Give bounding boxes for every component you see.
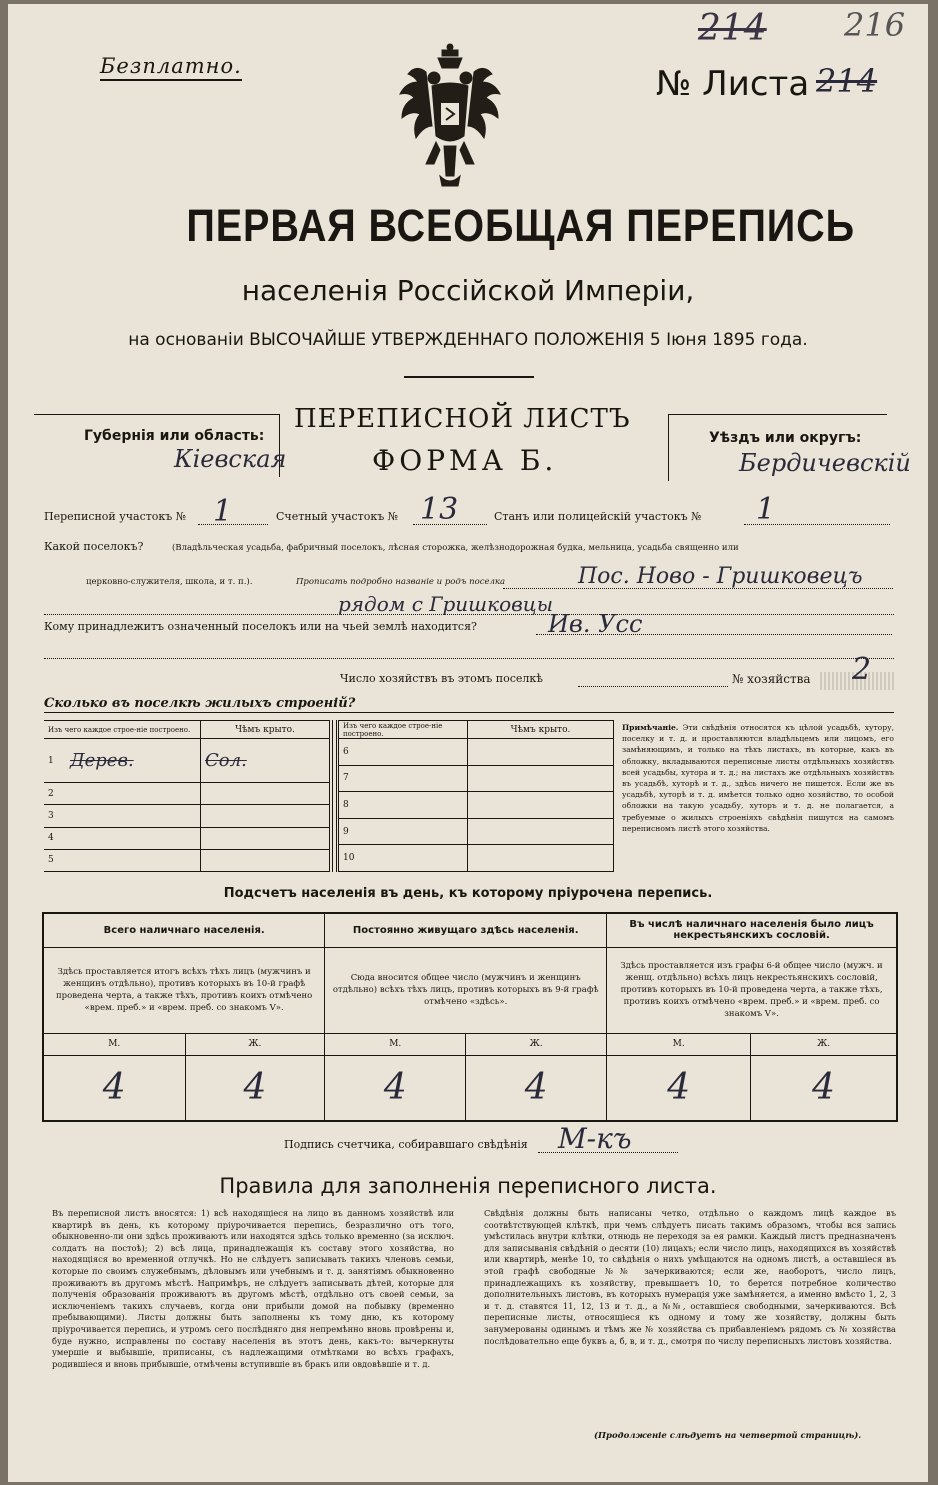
population-col-3-desc: Здѣсь проставляется изъ графы 6-й общее число (мужч. и женщ. отдѣльно) всѣхъ лицъ некрестьянскихъ сословій, противъ которыхъ въ 10-й проведена черта, а также тѣхъ, противъ коихъ отмѣчено «врем. преб.» и «врем. преб. со знакомъ V». bbox=[607, 947, 897, 1033]
buildings-rule bbox=[44, 712, 894, 713]
households-label: Число хозяйствъ въ этомъ поселкѣ bbox=[340, 672, 543, 685]
population-col-3-m-label: М. bbox=[607, 1033, 751, 1055]
gubernia-value[interactable]: Кіевская bbox=[174, 445, 287, 473]
settlement-value-2[interactable]: рядом с Гришковцы bbox=[338, 592, 553, 616]
archive-page-number: 216 bbox=[844, 6, 906, 44]
building-row-5-no: 5 bbox=[44, 849, 66, 871]
population-col-2-desc: Сюда вносится общее число (мужчинъ и женщинъ отдѣльно) всѣхъ тѣхъ лицъ, противъ которыхъ въ 9-й графѣ отмѣчено «здѣсь». bbox=[325, 947, 607, 1033]
sheet-title: ПЕРЕПИСНОЙ ЛИСТЪ bbox=[294, 404, 631, 434]
population-col-1-m-label: М. bbox=[43, 1033, 185, 1055]
building-row-7-roof[interactable] bbox=[468, 765, 614, 792]
uezd-value[interactable]: Бердичевскій bbox=[739, 449, 911, 477]
settlement-label: Какой поселокъ? bbox=[44, 540, 144, 553]
population-col-3-f-label: Ж. bbox=[751, 1033, 897, 1055]
population-table bbox=[42, 912, 898, 1122]
stan-value[interactable]: 1 bbox=[756, 492, 776, 527]
building-row-2-roof[interactable] bbox=[201, 783, 330, 805]
building-row-1-no: 1 bbox=[44, 739, 66, 783]
settlement-hint-2: церковно-служителя, школа, и т. п.). bbox=[86, 577, 253, 587]
population-col-3-f-value[interactable]: 4 bbox=[751, 1055, 897, 1121]
imperial-eagle-icon bbox=[396, 42, 504, 192]
population-col-1-f-label: Ж. bbox=[185, 1033, 325, 1055]
legal-basis: на основаніи ВЫСОЧАЙШЕ УТВЕРЖДЕННАГО ПОЛОЖЕНІЯ 5 Іюня 1895 года. bbox=[128, 330, 808, 350]
settlement-instruction: Прописать подробно названіе и родъ поселка bbox=[296, 577, 506, 587]
building-row-4-built[interactable] bbox=[66, 827, 201, 849]
population-col-1-f-value[interactable]: 4 bbox=[185, 1055, 325, 1121]
household-no-label: № хозяйства bbox=[732, 672, 811, 686]
building-row-2-no: 2 bbox=[44, 783, 66, 805]
owner-line-2 bbox=[44, 658, 894, 659]
population-col-2-f-value[interactable]: 4 bbox=[466, 1055, 607, 1121]
building-row-1-built[interactable]: Дерев. bbox=[66, 739, 201, 783]
buildings-label: Сколько въ поселкѣ жилыхъ строеній? bbox=[44, 696, 356, 711]
buildings-col1-header-right: Изъ чего каждое строе-ніе построено. bbox=[343, 721, 443, 738]
sheet-number-value: 214 bbox=[816, 62, 878, 100]
rules-left-text: Въ переписной листъ вносятся: 1) всѣ находящіеся на лицо въ данномъ хозяйствѣ или квартирѣ въ день, къ которому пріурочивается перепись, безразлично отъ того, обыкновенно-ли они здѣсь проживаютъ или находятся здѣсь только временно (за исключ. солдатъ на постоѣ); 2) всѣ лица, принадлежащія къ составу этого хозяйства, но находящіяся во временной отлучкѣ. Но не слѣдуетъ записывать такихъ членовъ семьи, которые по своимъ служебнымъ, дѣловымъ или учебнымъ и т. д. занятіямъ обыкновенно проживаютъ въ другомъ мѣстѣ. Напримѣръ, не слѣдуетъ записывать дѣтей, которые для полученія образованія проживаютъ въ другомъ мѣстѣ, отдѣльно отъ своей семьи, за исключеніемъ такихъ случаевъ, когда они прибыли домой на побывку (временно пребывающими). Листы должны быть заполнены къ тому дню, къ которому пріурочивается перепись, и утромъ сего послѣдняго дня непремѣнно вновь провѣрены и, буде нужно, исправлены по составу населенія въ этотъ день, какъ-то: вычеркнуты умершіе и выбывшіе, приписаны, съ надлежащими отмѣтками во всѣхъ графахъ, родившіеся и вновь прибывшіе, отмѣчены вступившіе въ бракъ или овдовѣвшіе и т. д. bbox=[52, 1208, 454, 1369]
census-district-label: Переписной участокъ № bbox=[44, 510, 187, 523]
note-title: Примѣчаніе. bbox=[622, 723, 679, 732]
owner-value[interactable]: Ив. Усс bbox=[548, 610, 643, 638]
uezd-box bbox=[668, 414, 911, 481]
building-row-1-roof[interactable]: Сол. bbox=[201, 739, 330, 783]
stan-label: Станъ или полицейскій участокъ № bbox=[494, 510, 702, 523]
note-text: Эти свѣдѣнія относятся къ цѣлой усадьбѣ, хутору, поселку и т. д. и проставляются владѣльцемъ или лицомъ, его замѣняющимъ, и только на тѣхъ листахъ, въ которые, какъ въ обложку, вкладываются переписные листы отдѣльныхъ хозяйствъ всей усадьбы, хутора и т. д.; на листахъ же отдѣльныхъ хозяйствъ въ усадьбѣ, хуторѣ и т. д., здѣсь ничего не пишется. Если же въ усадьбѣ, хуторѣ и т. д. имѣется только одно хозяйство, то особой обложки на такую усадьбу, хуторъ и т. д. не полагается, а требуемые о жилыхъ строеніяхъ свѣдѣнія пишутся на самомъ переписномъ листѣ этого хозяйства. bbox=[622, 723, 894, 833]
household-no-value[interactable]: 2 bbox=[852, 652, 872, 687]
building-row-6-no: 6 bbox=[339, 739, 468, 766]
households-line bbox=[578, 686, 728, 687]
page-subtitle: населенія Россійской Имперіи, bbox=[241, 274, 695, 307]
signature-label: Подпись счетчика, собиравшаго свѣдѣнія bbox=[284, 1138, 528, 1151]
census-district-line bbox=[198, 524, 268, 525]
buildings-note bbox=[622, 722, 894, 834]
building-row-9-no: 9 bbox=[339, 818, 468, 845]
census-district-value[interactable]: 1 bbox=[213, 494, 233, 529]
sheet-number-label: № Листа bbox=[656, 64, 810, 104]
free-label: Безплатно. bbox=[100, 54, 242, 81]
building-row-5-built[interactable] bbox=[66, 849, 201, 871]
settlement-hint: (Владѣльческая усадьба, фабричный поселокъ, лѣсная сторожка, желѣзнодорожная будка, мельница, усадьба священно или bbox=[172, 543, 739, 553]
building-row-3-built[interactable] bbox=[66, 805, 201, 827]
page-title: ПЕРВАЯ ВСЕОБЩАЯ ПЕРЕПИСЬ bbox=[186, 200, 855, 251]
building-row-7-no: 7 bbox=[339, 765, 468, 792]
building-row-5-roof[interactable] bbox=[201, 849, 330, 871]
rules-right-text: Свѣдѣнія должны быть написаны четко, отдѣльно о каждомъ лицѣ каждое въ соотвѣтствующей клѣткѣ, при чемъ слѣдуетъ писать такимъ образомъ, чтобы вся запись умѣстилась внутри клѣтки, отнюдь не переходя за ея рамки. Каждый листъ предназначенъ для записыванія свѣдѣній о десяти (10) лицахъ; если число лицъ, находящихся въ хозяйствѣ или квартирѣ, менѣе 10, то свѣдѣнія о нихъ умѣщаются на одномъ листѣ, а оставшіеся въ этой графѣ свободные №№ зачеркиваются; если же, наоборотъ, число лицъ, принадлежащихъ къ хозяйству, превышаетъ 10, то берется потребное количество дополнительныхъ листовъ, въ которыхъ нумерація уже замѣняется, а именно вмѣсто 1, 2, 3 и т. д. ставятся 11, 12, 13 и т. д., а №№, оставшіеся свободными, зачеркиваются. Всѣ переписные листы, относящіеся къ одному и тому же хозяйству, должны быть занумерованы одинымъ и тѣмъ же № хозяйства съ прибавленіемъ рядомъ съ № хозяйства послѣдовательно еще буквъ а, б, в, и т. д., смотря по числу переписныхъ листовъ хозяйства. bbox=[484, 1208, 896, 1346]
census-sheet bbox=[8, 4, 928, 1482]
buildings-col2-header: Чѣмъ крыто. bbox=[235, 724, 295, 735]
count-district-label: Счетный участокъ № bbox=[276, 510, 399, 523]
settlement-value[interactable]: Пос. Ново - Гришковецъ bbox=[578, 564, 863, 589]
rules-continued: (Продолженіе слѣдуетъ на четвертой страницѣ). bbox=[594, 1431, 862, 1441]
buildings-table-right bbox=[338, 720, 614, 872]
population-col-2-m-value[interactable]: 4 bbox=[325, 1055, 466, 1121]
building-row-3-no: 3 bbox=[44, 805, 66, 827]
building-row-4-roof[interactable] bbox=[201, 827, 330, 849]
building-row-4-no: 4 bbox=[44, 827, 66, 849]
owner-label: Кому принадлежитъ означенный поселокъ или на чьей землѣ находится? bbox=[44, 620, 477, 633]
gubernia-label: Губернія или область: bbox=[84, 428, 265, 444]
rules-title: Правила для заполненія переписного листа. bbox=[219, 1174, 717, 1198]
building-row-10-no: 10 bbox=[339, 845, 468, 872]
signature-value[interactable]: М-къ bbox=[558, 1122, 632, 1155]
buildings-col1-header: Изъ чего каждое строе-ніе построено. bbox=[48, 725, 191, 734]
sheet-number-correction: 214 bbox=[698, 8, 767, 49]
population-col-2-title: Постоянно живущаго здѣсь населенія. bbox=[325, 913, 607, 947]
building-row-8-no: 8 bbox=[339, 792, 468, 819]
gubernia-box bbox=[34, 414, 287, 477]
buildings-table-separator bbox=[332, 720, 337, 872]
population-col-1-desc: Здѣсь проставляется итогъ всѣхъ тѣхъ лицъ (мужчинъ и женщинъ отдѣльно), противъ которыхъ въ 10-й графѣ проведена черта, а также тѣхъ, противъ коихъ отмѣчено «врем. преб.» и «врем. преб. со знакомъ V». bbox=[43, 947, 325, 1033]
building-row-6-roof[interactable] bbox=[468, 739, 614, 766]
population-col-2-m-label: М. bbox=[325, 1033, 466, 1055]
buildings-table-left bbox=[44, 720, 330, 872]
count-district-value[interactable]: 13 bbox=[420, 492, 459, 527]
population-heading: Подсчетъ населенія въ день, къ которому пріурочена перепись. bbox=[223, 886, 713, 901]
uezd-label: Уѣздъ или округъ: bbox=[709, 430, 862, 446]
building-row-8-roof[interactable] bbox=[468, 792, 614, 819]
building-row-3-roof[interactable] bbox=[201, 805, 330, 827]
building-row-2-built[interactable] bbox=[66, 783, 201, 805]
buildings-col2-header-right: Чѣмъ крыто. bbox=[510, 724, 571, 735]
divider bbox=[404, 376, 534, 378]
population-col-2-f-label: Ж. bbox=[466, 1033, 607, 1055]
building-row-9-roof[interactable] bbox=[468, 818, 614, 845]
building-row-10-roof[interactable] bbox=[468, 845, 614, 872]
form-label: ФОРМА Б. bbox=[372, 444, 558, 477]
population-col-1-m-value[interactable]: 4 bbox=[43, 1055, 185, 1121]
population-col-3-title: Въ числѣ наличнаго населенія было лицъ некрестьянскихъ сословій. bbox=[607, 913, 897, 947]
population-col-1-title: Всего наличнаго населенія. bbox=[43, 913, 325, 947]
population-col-3-m-value[interactable]: 4 bbox=[607, 1055, 751, 1121]
